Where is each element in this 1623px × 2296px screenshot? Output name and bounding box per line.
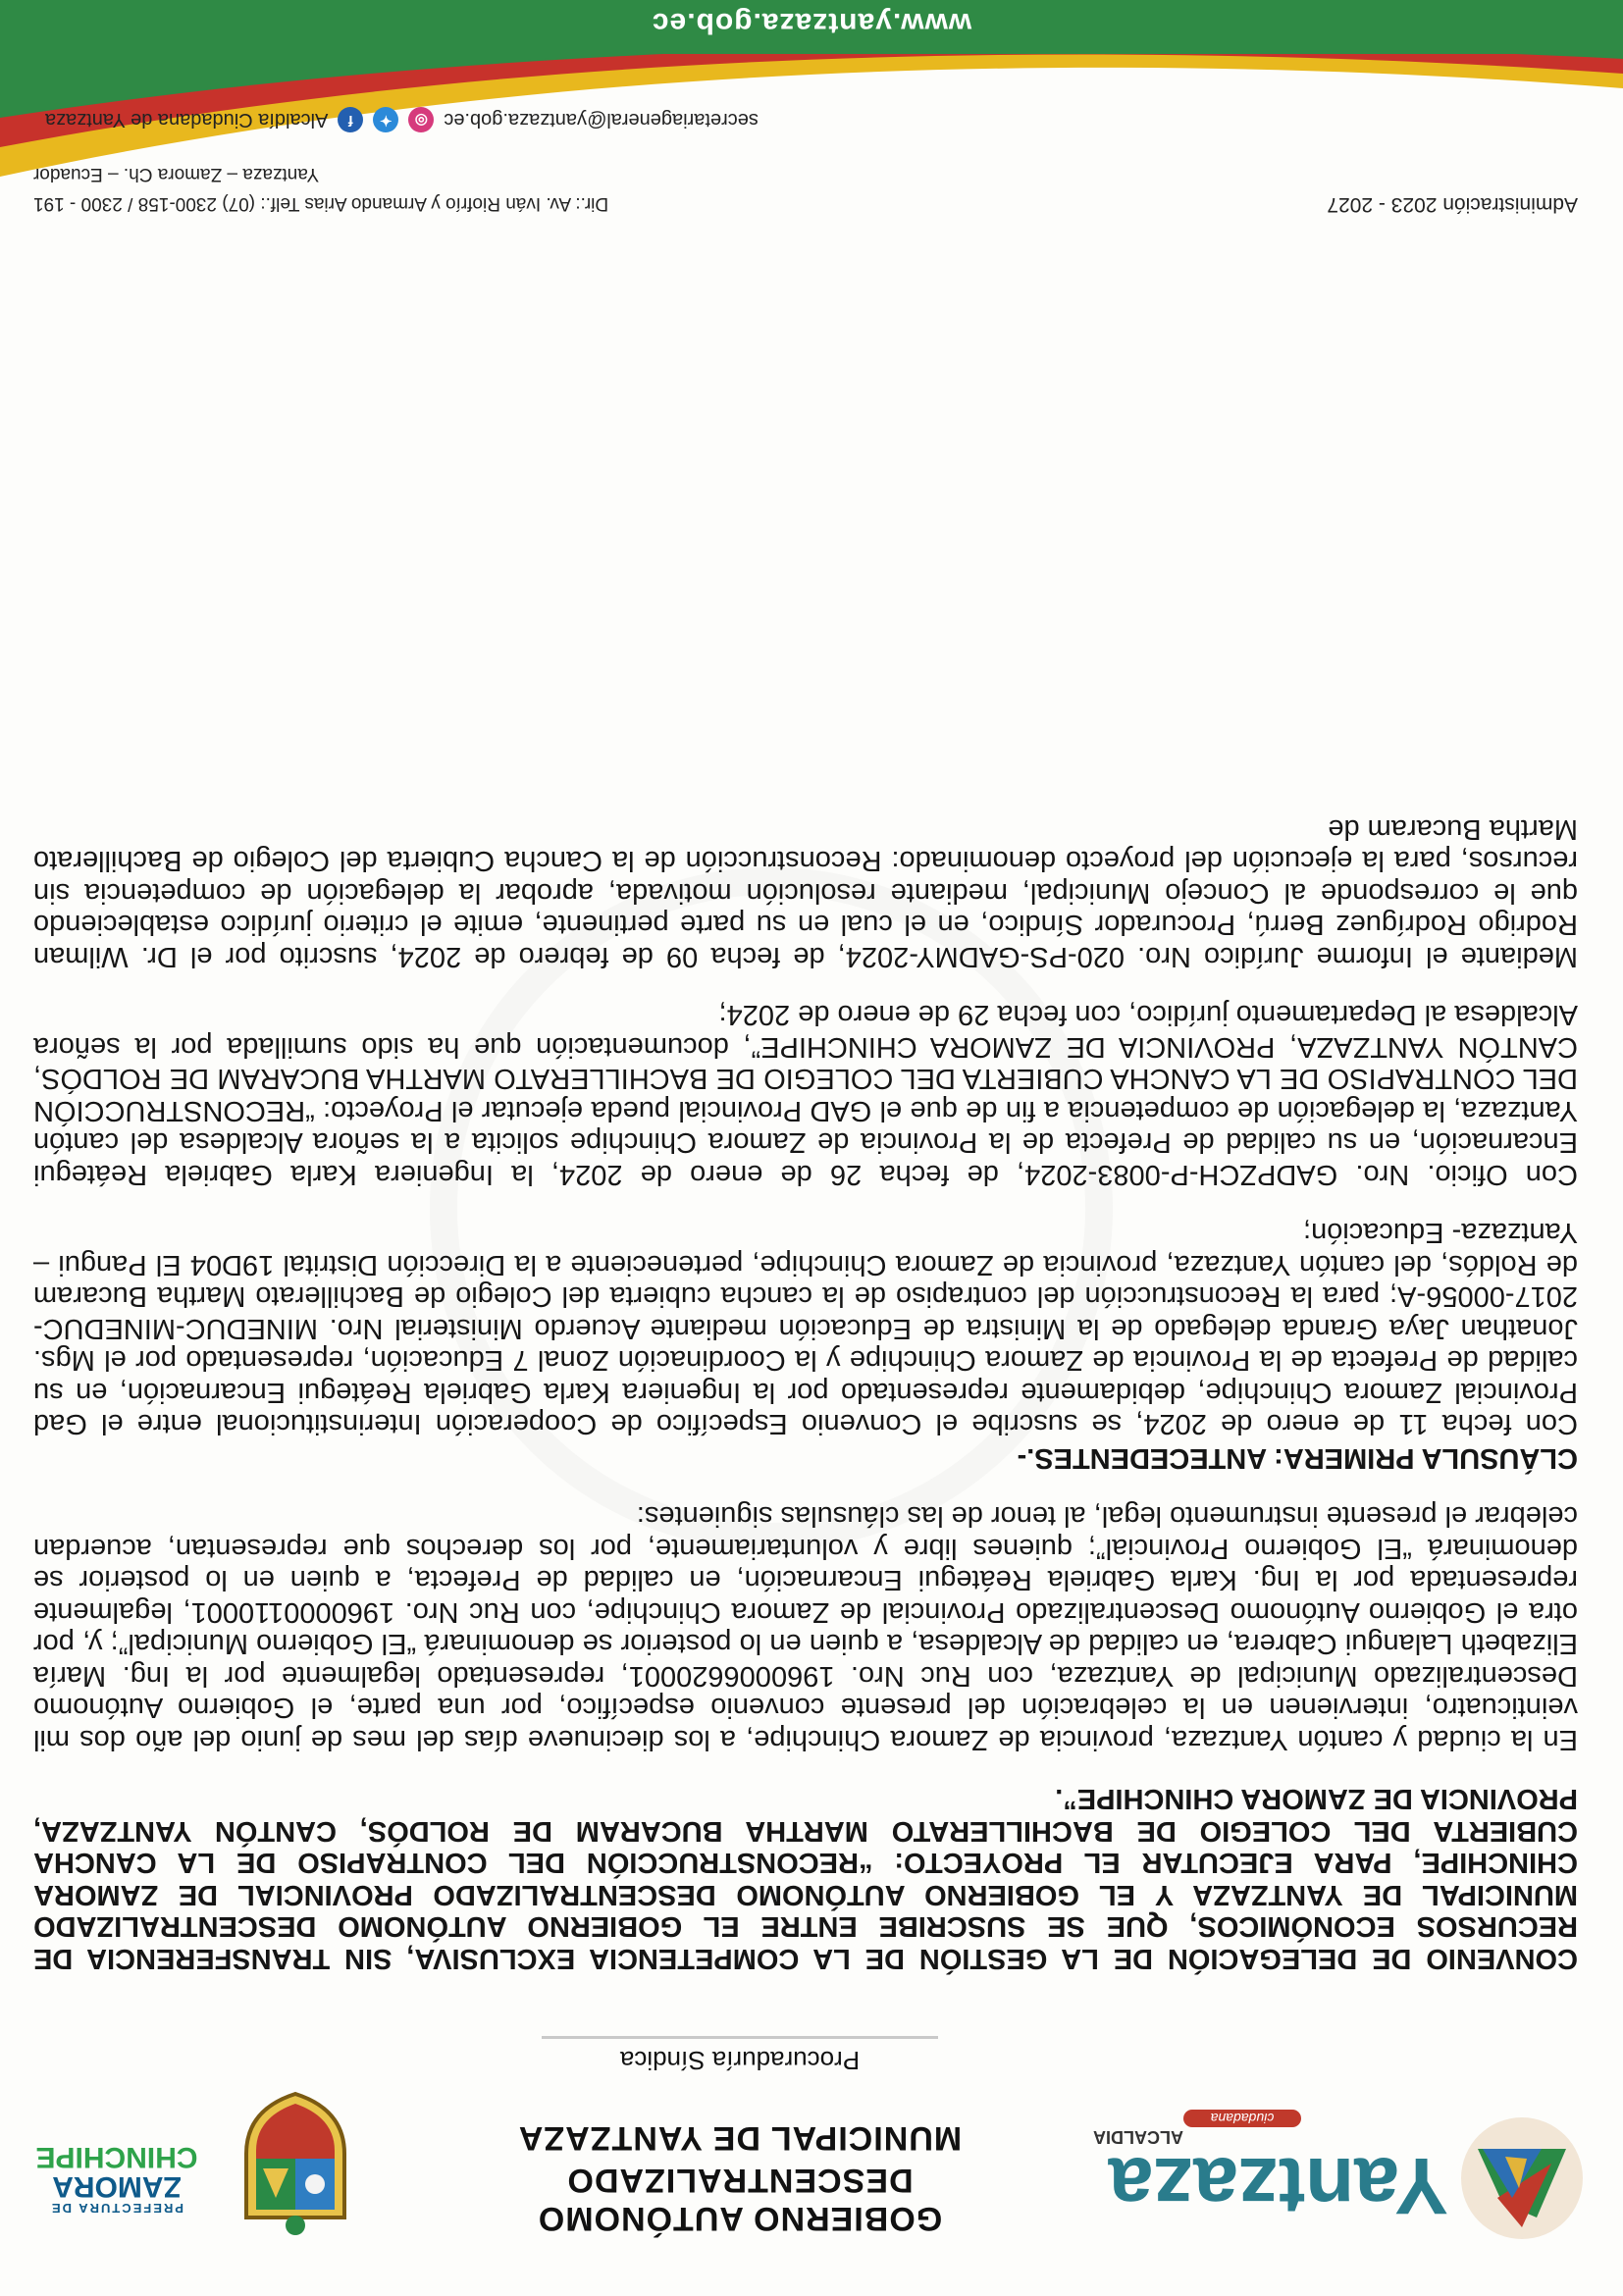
email-address[interactable]: secretariageneral@yantzaza.gob.ec [444, 109, 759, 131]
facebook-icon[interactable]: f [338, 107, 363, 132]
antecedent-paragraph-1: Con fecha 11 de enero de 2024, se suscribe el Convenio Específico de Cooperación Interinstitucional entre el Gad Provincial Zamora Chinchipe, debidamente representado por la Ingeniera Karla Gabriela Reátegui Encarnación, en su calidad de Prefecta de la Provincia de Zamora Chinchipe y la Coordinación Zonal 7 Educación, representado por el Mgs. Jonathan Jaya Granda delegado de la Ministra de Educación mediante Acuerdo Ministerial Nro. MINEDUC-MINEDUC-2017-00056-A; para la Reconstrucción del contrapiso de la cancha cubierta del Colegio de Bachillerato Martha Bucaram de Roldós, del cantón Yantzaza, provincia de Zamora Chinchipe, perteneciente a la Dirección Distrital 19D04 El Pangui – Yantzaza- Educación; [33, 1217, 1578, 1440]
svg-text:ALCALDIA: ALCALDIA [1093, 2127, 1183, 2147]
prefectura-name-line1: ZAMORA [52, 2170, 182, 2203]
clause-heading: CLÁUSULA PRIMERA: ANTECEDENTES.- [1017, 1442, 1578, 1474]
svg-text:Yantzaza: Yantzaza [1108, 2141, 1448, 2230]
svg-text:ciudadana: ciudadana [1210, 2111, 1275, 2126]
yantzaza-logo [1046, 2110, 1596, 2257]
document-body [33, 787, 1578, 1975]
department-name: Procuraduría Síndica [542, 2036, 938, 2075]
location: Yantzaza – Zamora Ch. – Ecuador [33, 164, 320, 184]
footer [0, 0, 1623, 235]
social-links [45, 107, 759, 132]
prefectura-logo [24, 2142, 210, 2216]
prefectura-label: PREFECTURA DE [49, 2201, 184, 2216]
administration-period: Administración 2023 - 2027 [1327, 193, 1578, 216]
address: Dir.: Av. Iván Riofrío y Armando Arias Telf.: (07) 2300-158 / 2300 - 191 [33, 193, 609, 214]
prefectura-name-line2: CHINCHIPE [35, 2141, 198, 2173]
institution-title [406, 2036, 1073, 2237]
municipal-shield-icon [232, 2090, 359, 2237]
footer-contact [33, 163, 1578, 216]
antecedent-paragraph-3: Mediante el Informe Jurídico Nro. 020-PS-GADMY-2024, de fecha 09 de febrero de 2024, suscrito por el Dr. Wilman Rodrigo Rodríguez Berrú, Procurador Síndico, en el cual en su parte pertinente, emite el criterio jurídico estableciendo que le corresponde al Concejo Municipal, mediante resolución motivada, aprobar la delegación de competencia sin recursos, para la ejecución del proyecto denominado: Reconstrucción de la Cancha Cubierta del Colegio de Bachillerato Martha Bucaram de [33, 813, 1578, 972]
agreement-title: CONVENIO DE DELEGACIÓN DE LA GESTIÓN DE LA COMPETENCIA EXCLUSIVA, SIN TRANSFERENCIA DE RECURSOS ECONÓMICOS, QUE SE SUSCRIBE ENTRE EL GOBIERNO AUTÓNOMO DESCENTRALIZADO MUNICIPAL DE YANTZAZA Y EL GOBIERNO AUTÓNOMO DESCENTRALIZADO PROVINCIAL DE ZAMORA CHINCHIPE, PARA EJECUTAR EL PROYECTO: “RECONSTRUCCIÓN DEL CONTRAPISO DE LA CANCHA CUBIERTA DEL COLEGIO DE BACHILLERATO MARTHA BUCARAM DE ROLDÓS, CANTÓN YANTZAZA, PROVINCIA DE ZAMORA CHINCHIPE”. [33, 1783, 1578, 1974]
letterhead [0, 2002, 1623, 2296]
instagram-icon[interactable]: ◎ [408, 107, 434, 132]
website-url[interactable]: www.yantzaza.gob.ec [651, 7, 972, 39]
antecedent-paragraph-2: Con Oficio. Nro. GADPZCH-P-0083-2024, de fecha 26 de enero de 2024, la Ingeniera Karla Gabriela Reátegui Encarnación, en su calidad de Prefecta de la Provincia de Zamora Chinchipe solicita a la señora Alcaldesa del cantón Yantzaza, la delegación de competencia a fin de que el GAD Provincial pueda ejecutar el Proyecto: “RECONSTRUCCIÓN DEL CONTRAPISO DE LA CANCHA CUBIERTA DEL COLEGIO DE BACHILLERATO MARTHA BUCARAM DE ROLDÓS, CANTÓN YANTZAZA, PROVINCIA DE ZAMORA CHINCHIPE”, documentación que ha sido sumillada por la señora Alcaldesa al Departamento jurídico, con fecha 29 de enero de 2024; [33, 999, 1578, 1190]
twitter-icon[interactable]: ✦ [373, 107, 398, 132]
institution-name-line2: MUNICIPAL DE YANTZAZA [517, 2119, 963, 2157]
intro-paragraph: En la ciudad y cantón Yantzaza, provincia de Zamora Chinchipe, a los diecinueve días del mes de junio del año dos mil veinticuatro, intervienen en la celebración del presente convenio específico, por una parte, el Gobierno Autónomo Descentralizado Municipal de Yantzaza, con Ruc Nro. 1960006620001, representado legalmente por la Ing. María Elizabeth Lalangui Cabrera, en calidad de Alcaldesa, a quien en lo posterior se denominará “El Gobierno Municipal”; y, por otra el Gobierno Autónomo Descentralizado Provincial de Zamora Chinchipe, con Ruc Nro. 1960000110001, legalmente representada por la Ing. Karla Gabriela Reátegui Encarnación, en calidad de Prefecta, a quien en lo posterior se denominará “El Gobierno Provincial”; quienes libre y voluntariamente, por los derechos que representan, acuerdan celebrar el presente instrumento legal, al tenor de las cláusulas siguientes: [33, 1500, 1578, 1755]
social-account-name: Alcaldía Ciudadana de Yantzaza [45, 109, 329, 131]
institution-name-line1: GOBIERNO AUTÓNOMO DESCENTRALIZADO [537, 2162, 943, 2237]
